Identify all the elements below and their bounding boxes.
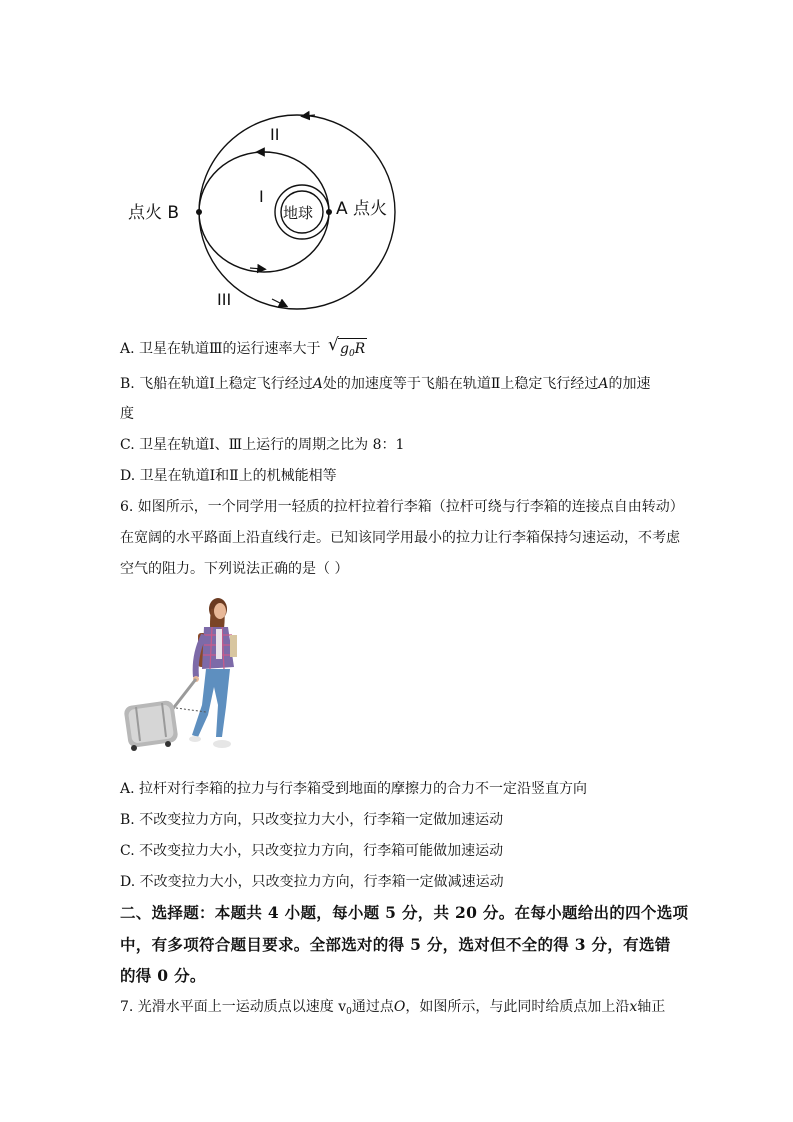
section2-line-2: 中，有多项符合题目要求。全部选对的得 5 分，选对但不全的得 3 分，有选错	[120, 935, 671, 954]
q6-stem-1: 6. 如图所示，一个同学用一轻质的拉杆拉着行李箱（拉杆可绕与行李箱的连接点自由转动）	[120, 499, 684, 515]
q5-option-b-cont: 度	[120, 406, 134, 422]
q5-option-b: B. 飞船在轨道Ⅰ上稳定飞行经过A处的加速度等于飞船在轨道Ⅱ上稳定飞行经过A的加速	[120, 376, 651, 392]
label-orbit-3: III	[217, 290, 232, 309]
label-orbit-2: II	[270, 125, 280, 144]
q6-option-b: B. 不改变拉力方向，只改变拉力大小，行李箱一定做加速运动	[120, 812, 504, 828]
sqrt-g0r: √ $g_0R$	[328, 338, 367, 363]
q6-stem-3: 空气的阻力。下列说法正确的是（ ）	[120, 561, 349, 577]
q6-option-c: C. 不改变拉力大小，只改变拉力方向，行李箱可能做加速运动	[120, 843, 504, 859]
q5-option-d: D. 卫星在轨道Ⅰ和Ⅱ上的机械能相等	[120, 468, 337, 484]
label-orbit-1: I	[259, 187, 264, 206]
section2-line-1: 二、选择题：本题共 4 小题，每小题 5 分，共 20 分。在每小题给出的四个选项	[120, 903, 689, 922]
orbit-diagram	[120, 100, 420, 315]
label-earth: 地球	[283, 204, 314, 222]
q6-option-a: A. 拉杆对行李箱的拉力与行李箱受到地面的摩擦力的合力不一定沿竖直方向	[120, 781, 588, 797]
point-b	[196, 209, 202, 215]
point-a	[326, 209, 332, 215]
q6-option-d: D. 不改变拉力大小，只改变拉力方向，行李箱一定做减速运动	[120, 874, 504, 890]
student-suitcase-image	[118, 595, 248, 760]
q7-stem-1: 7. 光滑水平面上一运动质点以速度 $v_0$通过点O，如图所示，与此同时给质点加上沿x轴正	[120, 999, 666, 1017]
q5-option-c: C. 卫星在轨道Ⅰ、Ⅲ上运行的周期之比为 8：1	[120, 437, 405, 453]
q5-option-a: A. 卫星在轨道Ⅲ的运行速率大于 √ $g_0R$	[120, 338, 367, 363]
label-point-b: 点火 B	[128, 203, 180, 223]
q6-stem-2: 在宽阔的水平路面上沿直线行走。已知该同学用最小的拉力让行李箱保持匀速运动，不考虑	[120, 530, 680, 546]
section2-line-3: 的得 0 分。	[120, 966, 206, 985]
label-point-a: A 点火	[336, 199, 388, 219]
